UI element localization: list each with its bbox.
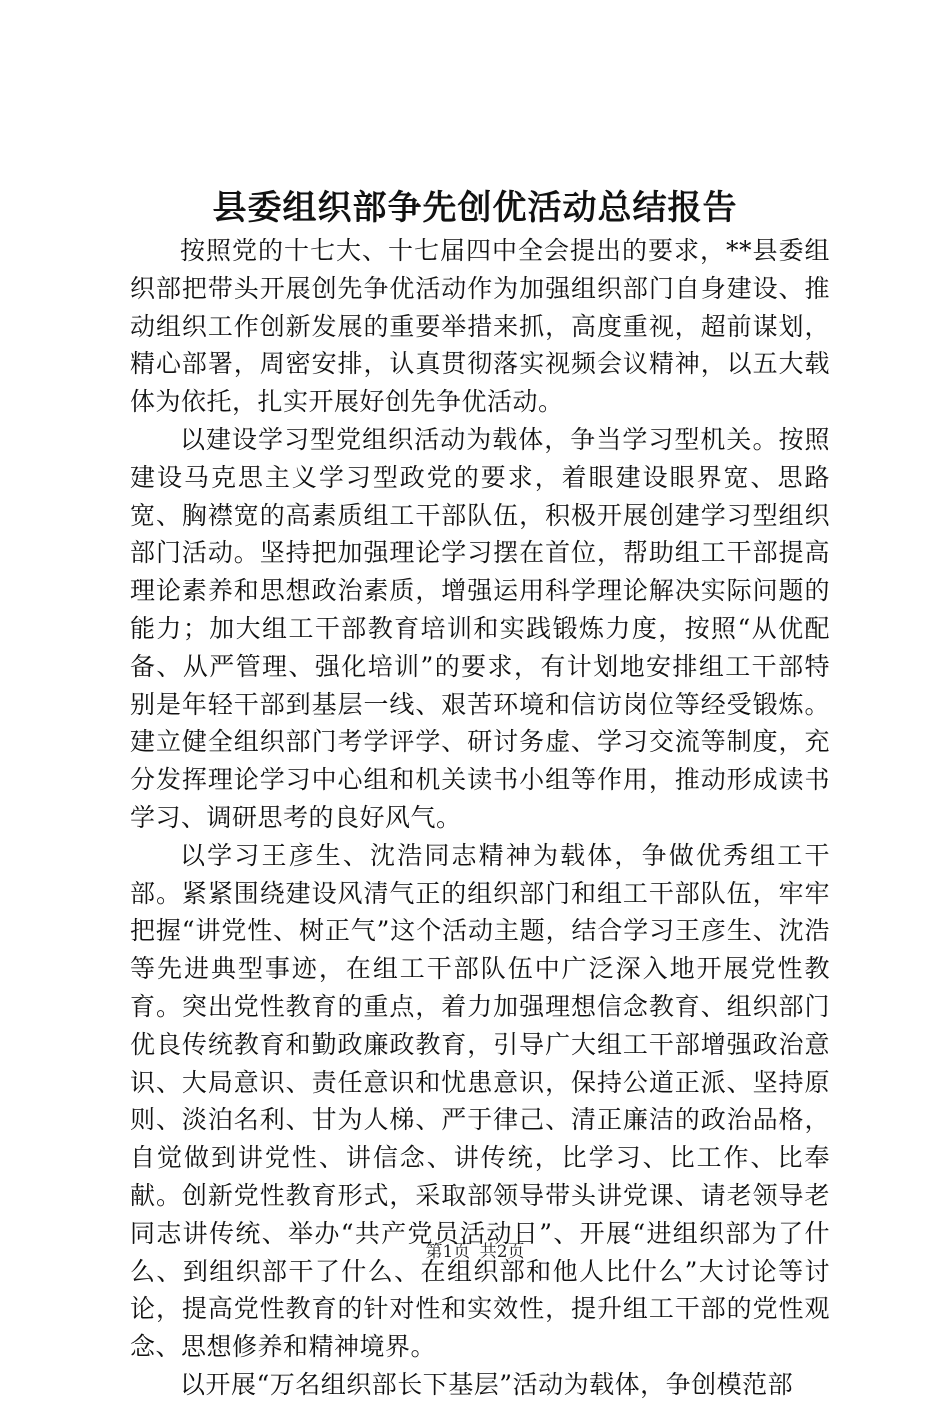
- document-title: 县委组织部争先创优活动总结报告: [212, 188, 738, 228]
- paragraph-grassroots: 以开展“万名组织部长下基层”活动为载体，争创模范部: [180, 1369, 794, 1399]
- page-footer: [0, 1240, 950, 1264]
- paragraph-model-study: 以学习王彦生、沈浩同志精神为载体，争做优秀组工干部。紧紧围绕建设风清气正的组织部门和组工干部队伍，牢牢把握“讲党性、树正气”这个活动主题，结合学习王彦生、沈浩等先进典型事迹，在组工干部队伍中广泛深入地开展党性教育。突出党性教育的重点，着力加强理想信念教育、组织部门优良传统教育和勤政廉政教育，引导广大组工干部增强政治意识、大局意识、责任意识和忧患意识，保持公道正派、坚持原则、淡泊名利、甘为人梯、严于律己、清正廉洁的政治品格，自觉做到讲党性、讲信念、讲传统，比学习、比工作、比奉献。创新党性教育形式，采取部领导带头讲党课、请老领导老同志讲传统、举办“共产党员活动日”、开展“进组织部为了什么、到组织部干了什么、在组织部和他人比什么”大讨论等讨论，提高党性教育的针对性和实效性，提升组工干部的党性观念、思想修养和精神境界。: [130, 840, 830, 1362]
- paragraph-intro: 按照党的十七大、十七届四中全会提出的要求，**县委组织部把带头开展创先争优活动作为加强组织部门自身建设、推动组织工作创新发展的重要举措来抓，高度重视，超前谋划，精心部署，周密安排，认真贯彻落实视频会议精神，以五大载体为依托，扎实开展好创先争优活动。: [130, 236, 830, 417]
- document-body: [130, 232, 830, 1404]
- paragraph-learning-organization: 以建设学习型党组织活动为载体，争当学习型机关。按照建设马克思主义学习型政党的要求，着眼建设眼界宽、思路宽、胸襟宽的高素质组工干部队伍，积极开展创建学习型组织部门活动。坚持把加强理论学习摆在首位，帮助组工干部提高理论素养和思想政治素质，增强运用科学理论解决实际问题的能力；加大组工干部教育培训和实践锻炼力度，按照“从优配备、从严管理、强化培训”的要求，有计划地安排组工干部特别是年轻干部到基层一线、艰苦环境和信访岗位等经受锻炼。建立健全组织部门考学评学、研讨务虚、学习交流等制度，充分发挥理论学习中心组和机关读书小组等作用，推动形成读书学习、调研思考的良好风气。: [130, 424, 830, 832]
- page-total: 共2页: [479, 1242, 525, 1262]
- page-number: 第1页: [425, 1242, 471, 1262]
